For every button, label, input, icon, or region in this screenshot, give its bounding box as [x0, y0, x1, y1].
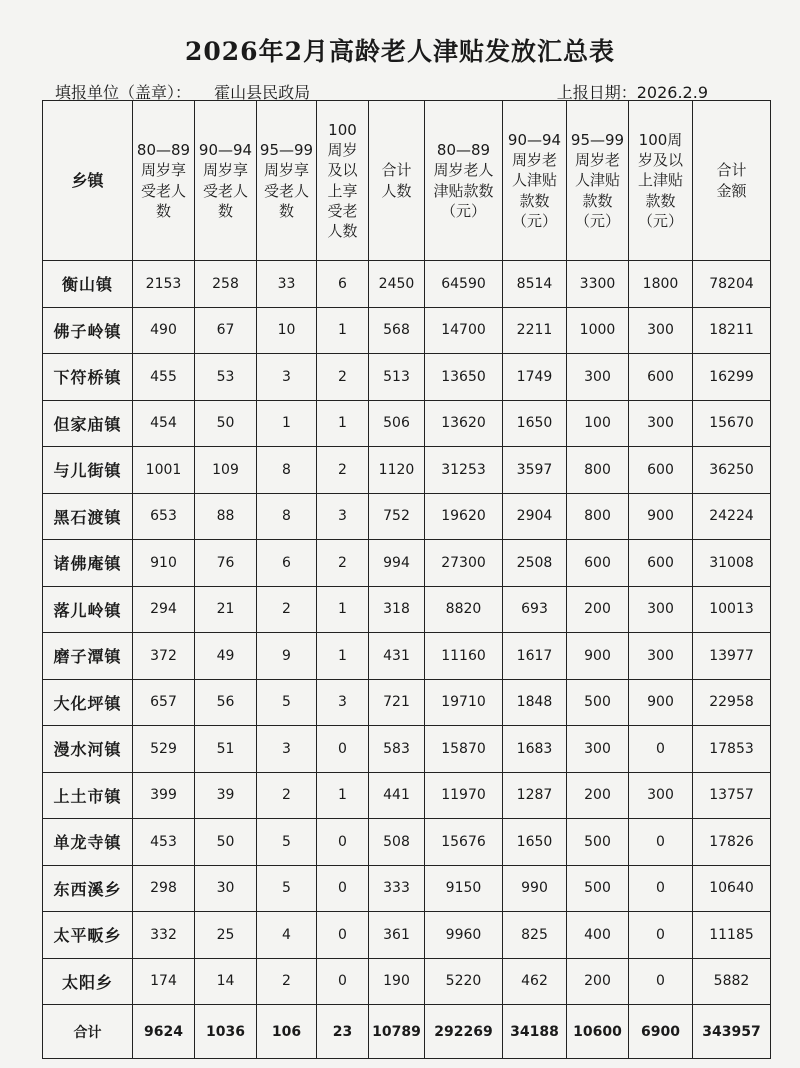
value-cell: 400	[567, 912, 629, 959]
total-value-cell: 343957	[693, 1005, 771, 1059]
value-cell: 1	[317, 772, 369, 819]
value-cell: 25	[195, 912, 257, 959]
value-cell: 721	[369, 679, 425, 726]
value-cell: 9960	[425, 912, 503, 959]
value-cell: 6	[317, 261, 369, 308]
value-cell: 2211	[503, 307, 567, 354]
value-cell: 333	[369, 865, 425, 912]
value-cell: 1000	[567, 307, 629, 354]
town-name-cell: 上土市镇	[43, 772, 133, 819]
value-cell: 2	[257, 958, 317, 1005]
town-name-cell: 落儿岭镇	[43, 586, 133, 633]
town-name-cell: 大化坪镇	[43, 679, 133, 726]
value-cell: 0	[317, 819, 369, 866]
value-cell: 2	[317, 447, 369, 494]
value-cell: 1617	[503, 633, 567, 680]
value-cell: 36250	[693, 447, 771, 494]
table-row	[43, 540, 771, 587]
table-row	[43, 307, 771, 354]
town-name-cell: 漫水河镇	[43, 726, 133, 773]
table-row	[43, 679, 771, 726]
value-cell: 1749	[503, 354, 567, 401]
value-cell: 18211	[693, 307, 771, 354]
value-cell: 13757	[693, 772, 771, 819]
value-cell: 10	[257, 307, 317, 354]
value-cell: 361	[369, 912, 425, 959]
value-cell: 190	[369, 958, 425, 1005]
value-cell: 11185	[693, 912, 771, 959]
value-cell: 1	[317, 400, 369, 447]
value-cell: 11970	[425, 772, 503, 819]
total-value-cell: 9624	[133, 1005, 195, 1059]
town-name-cell: 佛子岭镇	[43, 307, 133, 354]
total-value-cell: 34188	[503, 1005, 567, 1059]
value-cell: 56	[195, 679, 257, 726]
value-cell: 500	[567, 819, 629, 866]
total-value-cell: 6900	[629, 1005, 693, 1059]
value-cell: 441	[369, 772, 425, 819]
total-value-cell: 23	[317, 1005, 369, 1059]
value-cell: 67	[195, 307, 257, 354]
value-cell: 1650	[503, 819, 567, 866]
value-cell: 529	[133, 726, 195, 773]
value-cell: 568	[369, 307, 425, 354]
value-cell: 300	[629, 633, 693, 680]
town-name-cell: 单龙寺镇	[43, 819, 133, 866]
column-header: 95—99 周岁老 人津贴 款数 （元）	[567, 101, 629, 261]
value-cell: 109	[195, 447, 257, 494]
value-cell: 300	[629, 307, 693, 354]
value-cell: 5882	[693, 958, 771, 1005]
value-cell: 990	[503, 865, 567, 912]
value-cell: 0	[317, 865, 369, 912]
value-cell: 8820	[425, 586, 503, 633]
column-header: 90—94 周岁享 受老人 数	[195, 101, 257, 261]
value-cell: 2904	[503, 493, 567, 540]
column-header: 100 周岁 及以 上享 受老 人数	[317, 101, 369, 261]
table-row	[43, 493, 771, 540]
allowance-summary-table	[42, 100, 771, 1059]
value-cell: 500	[567, 865, 629, 912]
value-cell: 10013	[693, 586, 771, 633]
value-cell: 3	[317, 493, 369, 540]
value-cell: 653	[133, 493, 195, 540]
value-cell: 15670	[693, 400, 771, 447]
table-row	[43, 633, 771, 680]
value-cell: 8	[257, 447, 317, 494]
table-row	[43, 819, 771, 866]
value-cell: 490	[133, 307, 195, 354]
reporting-unit-value: 霍山县民政局	[214, 83, 311, 102]
value-cell: 9	[257, 633, 317, 680]
value-cell: 994	[369, 540, 425, 587]
town-name-cell: 东西溪乡	[43, 865, 133, 912]
value-cell: 200	[567, 772, 629, 819]
value-cell: 2	[317, 540, 369, 587]
value-cell: 174	[133, 958, 195, 1005]
table-row	[43, 726, 771, 773]
value-cell: 0	[317, 912, 369, 959]
value-cell: 1287	[503, 772, 567, 819]
value-cell: 8	[257, 493, 317, 540]
value-cell: 88	[195, 493, 257, 540]
value-cell: 294	[133, 586, 195, 633]
value-cell: 64590	[425, 261, 503, 308]
header-row	[43, 101, 771, 261]
table-row	[43, 865, 771, 912]
column-header: 合计 金额	[693, 101, 771, 261]
report-date-label: 上报日期：	[556, 83, 637, 102]
total-value-cell: 106	[257, 1005, 317, 1059]
value-cell: 5	[257, 679, 317, 726]
value-cell: 431	[369, 633, 425, 680]
value-cell: 8514	[503, 261, 567, 308]
value-cell: 0	[629, 865, 693, 912]
value-cell: 825	[503, 912, 567, 959]
table-row	[43, 400, 771, 447]
value-cell: 16299	[693, 354, 771, 401]
report-date-value: 2026.2.9	[636, 83, 708, 102]
total-row	[43, 1005, 771, 1059]
column-header: 95—99 周岁享 受老人 数	[257, 101, 317, 261]
value-cell: 900	[567, 633, 629, 680]
column-header: 乡镇	[43, 101, 133, 261]
value-cell: 900	[629, 493, 693, 540]
value-cell: 0	[629, 726, 693, 773]
value-cell: 51	[195, 726, 257, 773]
value-cell: 1	[317, 586, 369, 633]
value-cell: 39	[195, 772, 257, 819]
town-name-cell: 但家庙镇	[43, 400, 133, 447]
value-cell: 1	[257, 400, 317, 447]
value-cell: 0	[629, 912, 693, 959]
value-cell: 300	[567, 354, 629, 401]
value-cell: 300	[629, 586, 693, 633]
total-label-cell: 合计	[43, 1005, 133, 1059]
value-cell: 1001	[133, 447, 195, 494]
total-value-cell: 10600	[567, 1005, 629, 1059]
value-cell: 21	[195, 586, 257, 633]
value-cell: 3	[257, 726, 317, 773]
value-cell: 30	[195, 865, 257, 912]
value-cell: 50	[195, 819, 257, 866]
total-value-cell: 292269	[425, 1005, 503, 1059]
value-cell: 372	[133, 633, 195, 680]
value-cell: 9150	[425, 865, 503, 912]
value-cell: 2	[317, 354, 369, 401]
value-cell: 14	[195, 958, 257, 1005]
table-row	[43, 261, 771, 308]
value-cell: 3300	[567, 261, 629, 308]
value-cell: 33	[257, 261, 317, 308]
table-row	[43, 447, 771, 494]
value-cell: 752	[369, 493, 425, 540]
value-cell: 600	[629, 447, 693, 494]
value-cell: 3597	[503, 447, 567, 494]
value-cell: 5	[257, 819, 317, 866]
value-cell: 53	[195, 354, 257, 401]
value-cell: 1	[317, 633, 369, 680]
value-cell: 318	[369, 586, 425, 633]
value-cell: 508	[369, 819, 425, 866]
value-cell: 78204	[693, 261, 771, 308]
column-header: 80—89 周岁老人 津贴款数 （元）	[425, 101, 503, 261]
town-name-cell: 与儿街镇	[43, 447, 133, 494]
column-header: 合计 人数	[369, 101, 425, 261]
value-cell: 15676	[425, 819, 503, 866]
value-cell: 5	[257, 865, 317, 912]
column-header: 100周 岁及以 上津贴 款数 （元）	[629, 101, 693, 261]
value-cell: 800	[567, 447, 629, 494]
value-cell: 298	[133, 865, 195, 912]
value-cell: 399	[133, 772, 195, 819]
value-cell: 0	[629, 819, 693, 866]
town-name-cell: 诸佛庵镇	[43, 540, 133, 587]
value-cell: 600	[629, 540, 693, 587]
town-name-cell: 黑石渡镇	[43, 493, 133, 540]
value-cell: 0	[629, 958, 693, 1005]
column-header: 90—94 周岁老 人津贴 款数 （元）	[503, 101, 567, 261]
value-cell: 453	[133, 819, 195, 866]
value-cell: 0	[317, 958, 369, 1005]
value-cell: 600	[567, 540, 629, 587]
value-cell: 15870	[425, 726, 503, 773]
value-cell: 0	[317, 726, 369, 773]
value-cell: 49	[195, 633, 257, 680]
town-name-cell: 下符桥镇	[43, 354, 133, 401]
value-cell: 22958	[693, 679, 771, 726]
value-cell: 513	[369, 354, 425, 401]
column-header: 80—89 周岁享 受老人 数	[133, 101, 195, 261]
value-cell: 600	[629, 354, 693, 401]
town-name-cell: 太阳乡	[43, 958, 133, 1005]
value-cell: 3	[317, 679, 369, 726]
value-cell: 14700	[425, 307, 503, 354]
value-cell: 2450	[369, 261, 425, 308]
value-cell: 800	[567, 493, 629, 540]
town-name-cell: 衡山镇	[43, 261, 133, 308]
value-cell: 50	[195, 400, 257, 447]
value-cell: 657	[133, 679, 195, 726]
value-cell: 100	[567, 400, 629, 447]
value-cell: 583	[369, 726, 425, 773]
reporting-unit-label: 填报单位（盖章）：	[55, 83, 192, 102]
value-cell: 454	[133, 400, 195, 447]
value-cell: 27300	[425, 540, 503, 587]
value-cell: 200	[567, 586, 629, 633]
value-cell: 19620	[425, 493, 503, 540]
value-cell: 13977	[693, 633, 771, 680]
value-cell: 200	[567, 958, 629, 1005]
value-cell: 5220	[425, 958, 503, 1005]
value-cell: 76	[195, 540, 257, 587]
value-cell: 13620	[425, 400, 503, 447]
value-cell: 300	[567, 726, 629, 773]
value-cell: 1683	[503, 726, 567, 773]
value-cell: 2	[257, 772, 317, 819]
town-name-cell: 磨子潭镇	[43, 633, 133, 680]
value-cell: 462	[503, 958, 567, 1005]
value-cell: 1848	[503, 679, 567, 726]
table-row	[43, 586, 771, 633]
value-cell: 910	[133, 540, 195, 587]
table-body	[43, 261, 771, 1059]
value-cell: 1	[317, 307, 369, 354]
table-row	[43, 958, 771, 1005]
value-cell: 10640	[693, 865, 771, 912]
value-cell: 693	[503, 586, 567, 633]
value-cell: 900	[629, 679, 693, 726]
value-cell: 11160	[425, 633, 503, 680]
value-cell: 6	[257, 540, 317, 587]
value-cell: 258	[195, 261, 257, 308]
value-cell: 455	[133, 354, 195, 401]
table-row	[43, 354, 771, 401]
value-cell: 1800	[629, 261, 693, 308]
value-cell: 300	[629, 772, 693, 819]
total-value-cell: 1036	[195, 1005, 257, 1059]
value-cell: 17853	[693, 726, 771, 773]
value-cell: 17826	[693, 819, 771, 866]
page-title: 2026年2月高龄老人津贴发放汇总表	[185, 37, 615, 66]
value-cell: 2153	[133, 261, 195, 308]
table-row	[43, 912, 771, 959]
value-cell: 31253	[425, 447, 503, 494]
value-cell: 500	[567, 679, 629, 726]
value-cell: 31008	[693, 540, 771, 587]
table-row	[43, 772, 771, 819]
value-cell: 506	[369, 400, 425, 447]
value-cell: 3	[257, 354, 317, 401]
value-cell: 2508	[503, 540, 567, 587]
town-name-cell: 太平畈乡	[43, 912, 133, 959]
value-cell: 1650	[503, 400, 567, 447]
value-cell: 19710	[425, 679, 503, 726]
value-cell: 1120	[369, 447, 425, 494]
value-cell: 2	[257, 586, 317, 633]
value-cell: 300	[629, 400, 693, 447]
value-cell: 24224	[693, 493, 771, 540]
value-cell: 4	[257, 912, 317, 959]
value-cell: 13650	[425, 354, 503, 401]
value-cell: 332	[133, 912, 195, 959]
total-value-cell: 10789	[369, 1005, 425, 1059]
